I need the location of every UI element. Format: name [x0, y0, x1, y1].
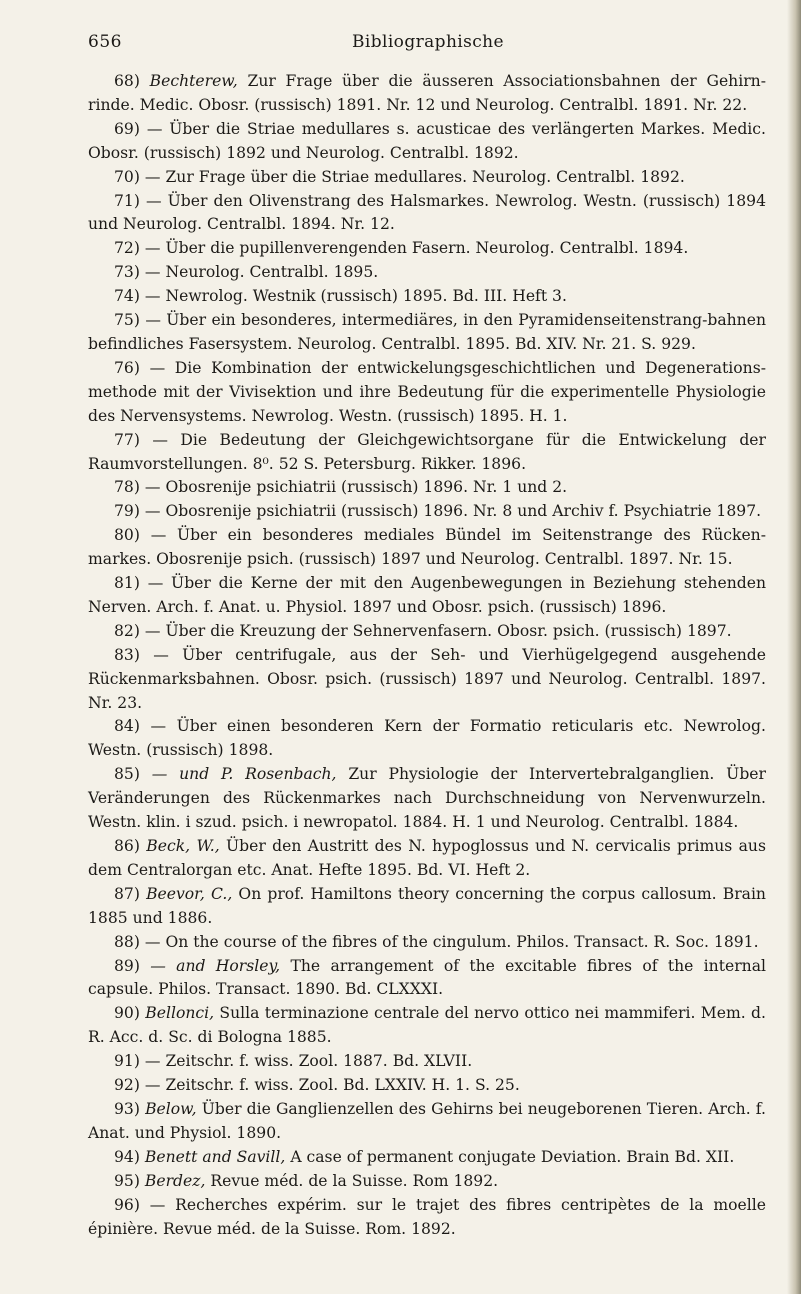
entry-number: 75) — [114, 311, 140, 330]
bibliography-entry — [88, 261, 766, 285]
bibliography-entry — [88, 70, 766, 118]
bibliography-list — [88, 70, 766, 1241]
bibliography-entry — [88, 883, 766, 931]
entry-number: 95) — [114, 1171, 140, 1190]
bibliography-entry — [88, 931, 766, 955]
entry-text: On prof. Hamiltons theory concerning the corpus callosum. Brain 1885 und 1886. — [88, 884, 766, 927]
bibliography-entry — [88, 644, 766, 716]
bibliography-entry — [88, 285, 766, 309]
entry-number: 71) — [114, 191, 140, 210]
entry-number: 94) — [114, 1147, 140, 1166]
bibliography-entry — [88, 1002, 766, 1050]
bibliography-entry — [88, 1170, 766, 1194]
entry-text: — Obosrenije psichiatrii (russisch) 1896. Nr. 8 und Archiv f. Psychiatrie 1897. — [144, 502, 762, 521]
entry-text: — Obosrenije psichiatrii (russisch) 1896. Nr. 1 und 2. — [144, 478, 568, 497]
entry-number: 73) — [114, 263, 140, 282]
entry-author: — and Horsley, — [150, 956, 281, 975]
bibliography-entry — [88, 500, 766, 524]
entry-text: — Über den Olivenstrang des Halsmarkes. Newrolog. Westn. (russisch) 1894 und Neurolog. Centralbl. 1894. Nr. 12. — [88, 191, 766, 234]
bibliography-entry — [88, 476, 766, 500]
entry-author: Benett and Savill, — [144, 1147, 286, 1166]
entry-text: — Zeitschr. f. wiss. Zool. Bd. LXXIV. H. 1. S. 25. — [144, 1076, 520, 1095]
entry-text: — Die Kombination der entwickelungsgeschichtlichen und Degenerations-methode mit der Vivisektion und ihre Bedeutung für die experimentelle Physiologie des Nervensystems. Newrolog. Westn. (russisch) 1895. H. 1. — [88, 358, 766, 425]
entry-number: 74) — [114, 287, 140, 306]
entry-text: The arrangement of the excitable fibres of the internal capsule. Philos. Transact. 1890. Bd. CLXXXI. — [88, 956, 766, 999]
entry-text: — Über ein besonderes, intermediäres, in den Pyramidenseitenstrang-bahnen befindliches Fasersystem. Neurolog. Centralbl. 1895. Bd. XIV. Nr. 21. S. 929. — [88, 311, 766, 353]
bibliography-entry — [88, 572, 766, 620]
entry-number: 68) — [114, 72, 140, 90]
bibliography-entry — [88, 620, 766, 644]
bibliography-entry — [88, 1050, 766, 1074]
entry-number: 85) — [114, 765, 140, 784]
entry-text: Zur Physiologie der Intervertebralganglien. Über Veränderungen des Rückenmarkes nach Durchschneidung von Nervenwurzeln. Westn. klin. i szud. psich. i newropatol. 1884. H. 1 und Neurolog. Centralbl. 1884. — [88, 765, 766, 832]
bibliography-entry — [88, 190, 766, 238]
entry-number: 83) — [114, 645, 140, 664]
entry-text: Revue méd. de la Suisse. Rom 1892. — [210, 1171, 499, 1190]
bibliography-entry — [88, 763, 766, 835]
entry-text: — Über ein besonderes mediales Bündel im Seitenstrange des Rücken-markes. Obosrenije psich. (russisch) 1897 und Neurolog. Centralbl. 1897. Nr. 15. — [88, 526, 766, 569]
entry-text: — Neurolog. Centralbl. 1895. — [144, 263, 379, 282]
bibliography-entry — [88, 309, 766, 357]
entry-text: — Über einen besonderen Kern der Formatio reticularis etc. Newrolog. Westn. (russisch) 1898. — [88, 717, 766, 760]
entry-text: Über die Ganglienzellen des Gehirns bei neugeborenen Tieren. Arch. f. Anat. und Physiol. 1890. — [88, 1099, 766, 1142]
bibliography-entry — [88, 1146, 766, 1170]
entry-text: — Über die pupillenverengenden Fasern. Neurolog. Centralbl. 1894. — [144, 239, 689, 258]
entry-number: 78) — [114, 478, 140, 497]
bibliography-entry — [88, 429, 766, 477]
entry-number: 79) — [114, 502, 140, 521]
entry-text: Sulla terminazione centrale del nervo ottico nei mammiferi. Mem. d. R. Acc. d. Sc. di Bologna 1885. — [88, 1004, 766, 1047]
bibliography-entry — [88, 835, 766, 883]
entry-number: 84) — [114, 717, 140, 736]
entry-number: 72) — [114, 239, 140, 258]
entry-text: — Zur Frage über die Striae medullares. Neurolog. Centralbl. 1892. — [144, 167, 685, 186]
entry-text: — On the course of the fibres of the cingulum. Philos. Transact. R. Soc. 1891. — [144, 932, 759, 951]
bibliography-entry — [88, 715, 766, 763]
entry-number: 93) — [114, 1099, 140, 1118]
entry-author: Berdez, — [144, 1171, 206, 1190]
entry-author: — und P. Rosenbach, — [151, 765, 337, 784]
entry-text: — Über centrifugale, aus der Seh- und Vierhügelgegend ausgehende Rückenmarksbahnen. Obosr. psich. (russisch) 1897 und Neurolog. Centralbl. 1897. Nr. 23. — [88, 645, 766, 712]
bibliography-entry — [88, 1074, 766, 1098]
entry-text: Über den Austritt des N. hypoglossus und N. cervicalis primus aus dem Centralorgan etc. Anat. Hefte 1895. Bd. VI. Heft 2. — [88, 837, 766, 879]
bibliography-entry — [88, 118, 766, 166]
entry-author: Beevor, C., — [146, 884, 233, 903]
bibliography-entry — [88, 955, 766, 1003]
entry-number: 70) — [114, 167, 140, 186]
entry-number: 77) — [114, 430, 140, 449]
bibliography-entry — [88, 357, 766, 429]
entry-number: 92) — [114, 1076, 140, 1095]
entry-text: — Über die Kerne der mit den Augenbewegungen in Beziehung stehenden Nerven. Arch. f. Anat. u. Physiol. 1897 und Obosr. psich. (russisch) 1896. — [88, 574, 766, 616]
bibliography-entry — [88, 524, 766, 572]
entry-number: 89) — [114, 956, 140, 975]
entry-text: — Recherches expérim. sur le trajet des fibres centripètes de la moelle épinière. Revue méd. de la Suisse. Rom. 1892. — [88, 1195, 766, 1238]
bibliography-entry — [88, 1098, 766, 1146]
entry-number: 88) — [114, 932, 140, 951]
page-edge-shadow — [787, 0, 801, 1294]
entry-number: 69) — [114, 119, 140, 138]
entry-author: Bellonci, — [145, 1004, 215, 1023]
entry-author: Bechterew, — [149, 72, 238, 90]
entry-text: A case of permanent conjugate Deviation. Brain Bd. XII. — [290, 1147, 735, 1166]
entry-text: — Über die Striae medullares s. acusticae des verlängerten Markes. Medic. Obosr. (russisch) 1892 und Neurolog. Centralbl. 1892. — [88, 119, 766, 162]
entry-number: 86) — [114, 837, 140, 855]
page-number: 656 — [88, 32, 122, 52]
entry-number: 80) — [114, 526, 140, 545]
entry-number: 82) — [114, 621, 140, 640]
entry-author: Beck, W., — [146, 837, 220, 855]
entry-text: — Die Bedeutung der Gleichgewichtsorgane für die Entwickelung der Raumvorstellungen. 8⁰. 52 S. Petersburg. Rikker. 1896. — [88, 430, 766, 473]
entry-author: Below, — [145, 1099, 197, 1118]
entry-text: — Über die Kreuzung der Sehnervenfasern. Obosr. psich. (russisch) 1897. — [144, 621, 732, 640]
entry-text: — Zeitschr. f. wiss. Zool. 1887. Bd. XLVII. — [144, 1052, 473, 1071]
bibliography-entry — [88, 237, 766, 261]
bibliography-entry — [88, 166, 766, 190]
bibliography-entry — [88, 1194, 766, 1242]
entry-text: Zur Frage über die äusseren Associationsbahnen der Gehirn-rinde. Medic. Obosr. (russisch) 1891. Nr. 12 und Neurolog. Centralbl. 1891. Nr. 22. — [88, 72, 766, 114]
entry-number: 76) — [114, 358, 140, 377]
entry-number: 81) — [114, 574, 140, 593]
running-head: Bibliographische — [352, 32, 504, 52]
page-header — [88, 32, 768, 56]
entry-text: — Newrolog. Westnik (russisch) 1895. Bd. III. Heft 3. — [144, 287, 567, 306]
entry-number: 96) — [114, 1195, 140, 1214]
entry-number: 87) — [114, 884, 140, 903]
entry-number: 91) — [114, 1052, 140, 1071]
entry-number: 90) — [114, 1004, 140, 1023]
